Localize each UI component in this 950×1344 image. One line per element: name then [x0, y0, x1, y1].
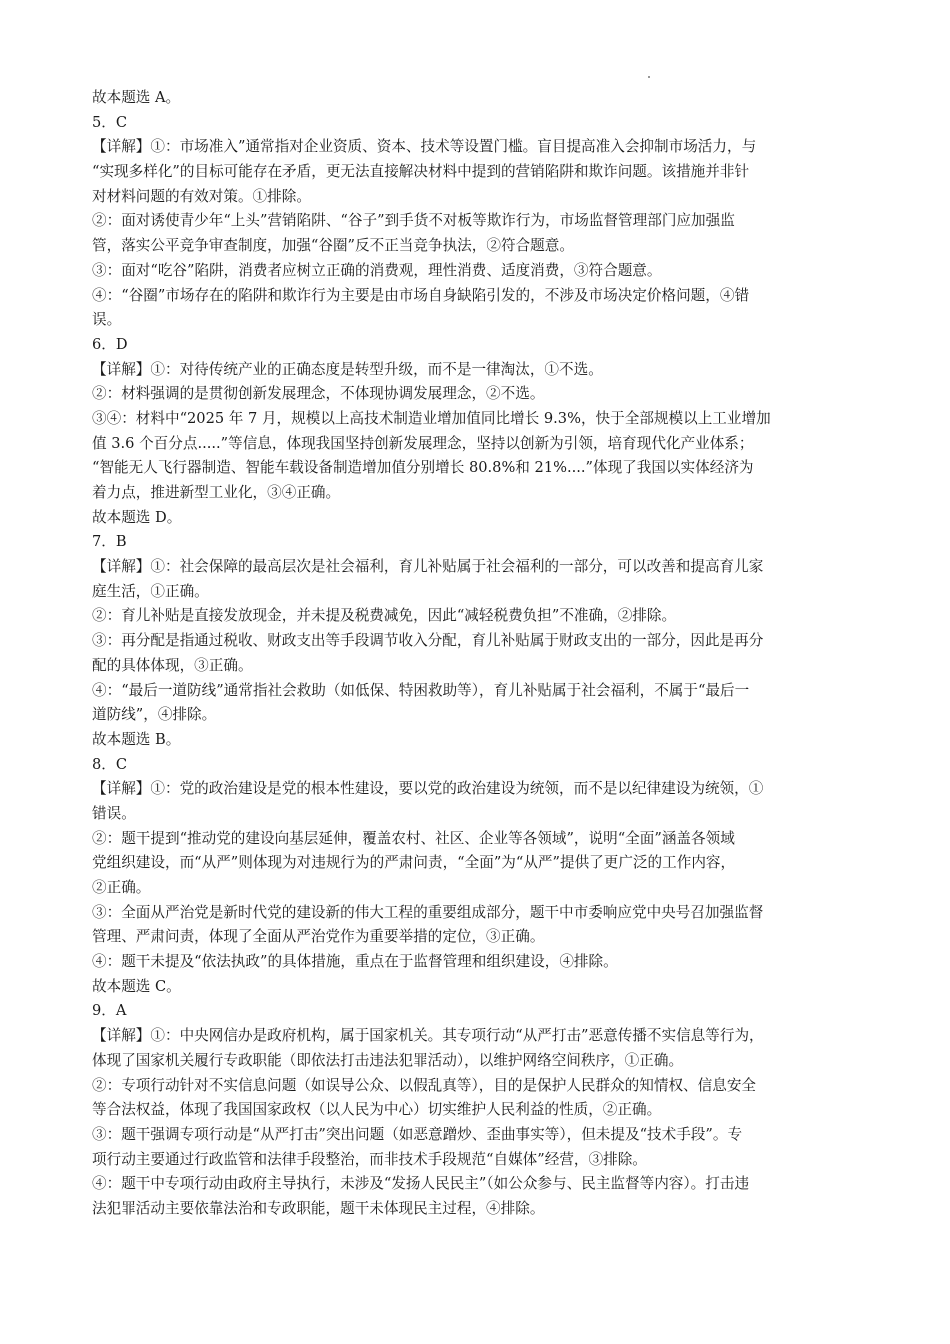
text-line: ③：全面从严治党是新时代党的建设新的伟大工程的重要组成部分，题干中市委响应党中央号召加强监督: [92, 903, 764, 921]
text-line: 配的具体体现，③正确。: [92, 656, 253, 674]
text-line: 错误。: [92, 804, 136, 822]
text-line: 故本题选 D。: [92, 508, 182, 526]
text-line: ②：专项行动针对不实信息问题（如误导公众、以假乱真等），目的是保护人民群众的知情权、信息安全: [92, 1076, 757, 1094]
text-line: 【详解】①：对待传统产业的正确态度是转型升级，而不是一律淘汰，①不选。: [92, 360, 603, 378]
answer-explanation-text: [92, 86, 864, 1222]
text-line: 【详解】①：市场准入”通常指对企业资质、资本、技术等设置门槛。盲目提高准入会抑制市场活力，与: [92, 138, 757, 156]
text-line: 体现了国家机关履行专政职能（即依法打击违法犯罪活动），以维护网络空间秩序，①正确。: [92, 1051, 684, 1069]
text-line: 【详解】①：党的政治建设是党的根本性建设，要以党的政治建设为统领，而不是以纪律建设为统领，①: [92, 780, 764, 798]
text-line: ②：面对诱使青少年“上头”营销陷阱、“谷子”到手货不对板等欺诈行为，市场监督管理部门应加强监: [92, 212, 735, 230]
text-line: ③：再分配是指通过税收、财政支出等手段调节收入分配，育儿补贴属于财政支出的一部分，因此是再分: [92, 632, 764, 650]
text-line: ④：题干中专项行动由政府主导执行，未涉及“发扬人民民主”（如公众参与、民主监督等内容）。打击违: [92, 1175, 750, 1193]
text-line: 值 3.6 个百分点.....”等信息，体现我国坚持创新发展理念，坚持以创新为引领，培育现代化产业体系；: [92, 434, 754, 452]
text-line: ④：题干未提及“依法执政”的具体措施，重点在于监督管理和组织建设，④排除。: [92, 953, 618, 971]
text-line: ②正确。: [92, 879, 151, 896]
text-line: 管，落实公平竞争审查制度，加强“谷圈”反不正当竞争执法，②符合题意。: [92, 237, 574, 255]
text-line: ④：“谷圈”市场存在的陷阱和欺诈行为主要是由市场自身缺陷引发的，不涉及市场决定价格问题，④错: [92, 286, 750, 304]
text-line: 故本题选 A。: [92, 89, 181, 106]
text-line: 庭生活，①正确。: [92, 582, 209, 600]
text-line: 误。: [92, 311, 122, 329]
text-line: ②：材料强调的是贯彻创新发展理念，不体现协调发展理念，②不选。: [92, 385, 545, 403]
text-line: 故本题选 B。: [92, 730, 181, 748]
text-line: 9．A: [92, 1002, 127, 1020]
text-line: 对材料问题的有效对策。①排除。: [92, 187, 311, 205]
text-line: 故本题选 C。: [92, 977, 181, 995]
text-line: 着力点，推进新型工业化，③④正确。: [92, 484, 341, 501]
text-line: 项行动主要通过行政监管和法律手段整治，而非技术手段规范“自媒体”经营，③排除。: [92, 1150, 647, 1168]
text-line: 道防线”，④排除。: [92, 706, 217, 724]
text-line: ②：题干提到“推动党的建设向基层延伸，覆盖农村、社区、企业等各领域”，说明“全面”涵盖各领域: [92, 829, 735, 847]
text-line: ③：面对“吃谷”陷阱，消费者应树立正确的消费观，理性消费、适度消费，③符合题意。: [92, 261, 662, 279]
text-line: 6．D: [92, 335, 128, 353]
text-line: 党组织建设，而“从严”则体现为对违规行为的严肃问责，“全面”为“从严”提供了更广泛的工作内容，: [92, 854, 736, 872]
text-line: 等合法权益，体现了我国国家政权（以人民为中心）切实维护人民利益的性质，②正确。: [92, 1101, 662, 1119]
text-line: ④：“最后一道防线”通常指社会救助（如低保、特困救助等），育儿补贴属于社会福利，不属于“最后一: [92, 681, 750, 699]
text-line: 【详解】①：社会保障的最高层次是社会福利，育儿补贴属于社会福利的一部分，可以改善和提高育儿家: [92, 558, 764, 576]
text-line: 8．C: [92, 755, 128, 773]
text-line: 管理、严肃问责，体现了全面从严治党作为重要举措的定位，③正确。: [92, 928, 545, 946]
scan-artifact-dot: [648, 76, 650, 78]
text-line: “智能无人飞行器制造、智能车载设备制造增加值分别增长 80.8%和 21%....”体现了我国以实体经济为: [92, 459, 754, 477]
text-line: ③：题干强调专项行动是“从严打击”突出问题（如恶意蹭炒、歪曲事实等），但未提及“技术手段”。专: [92, 1125, 743, 1143]
text-line: 5．C: [92, 113, 128, 131]
text-line: 【详解】①：中央网信办是政府机构，属于国家机关。其专项行动“从严打击”恶意传播不实信息等行为，: [92, 1027, 764, 1045]
text-line: 法犯罪活动主要依靠法治和专政职能，题干未体现民主过程，④排除。: [92, 1199, 545, 1217]
text-line: ②：育儿补贴是直接发放现金，并未提及税费减免，因此“减轻税费负担”不准确，②排除。: [92, 607, 677, 625]
text-line: 7．B: [92, 533, 127, 551]
text-line: “实现多样化”的目标可能存在矛盾，更无法直接解决材料中提到的营销陷阱和欺诈问题。该措施并非针: [92, 163, 750, 181]
text-line: ③④：材料中“2025 年 7 月，规模以上高技术制造业增加值同比增长 9.3%，快于全部规模以上工业增加: [92, 409, 771, 427]
